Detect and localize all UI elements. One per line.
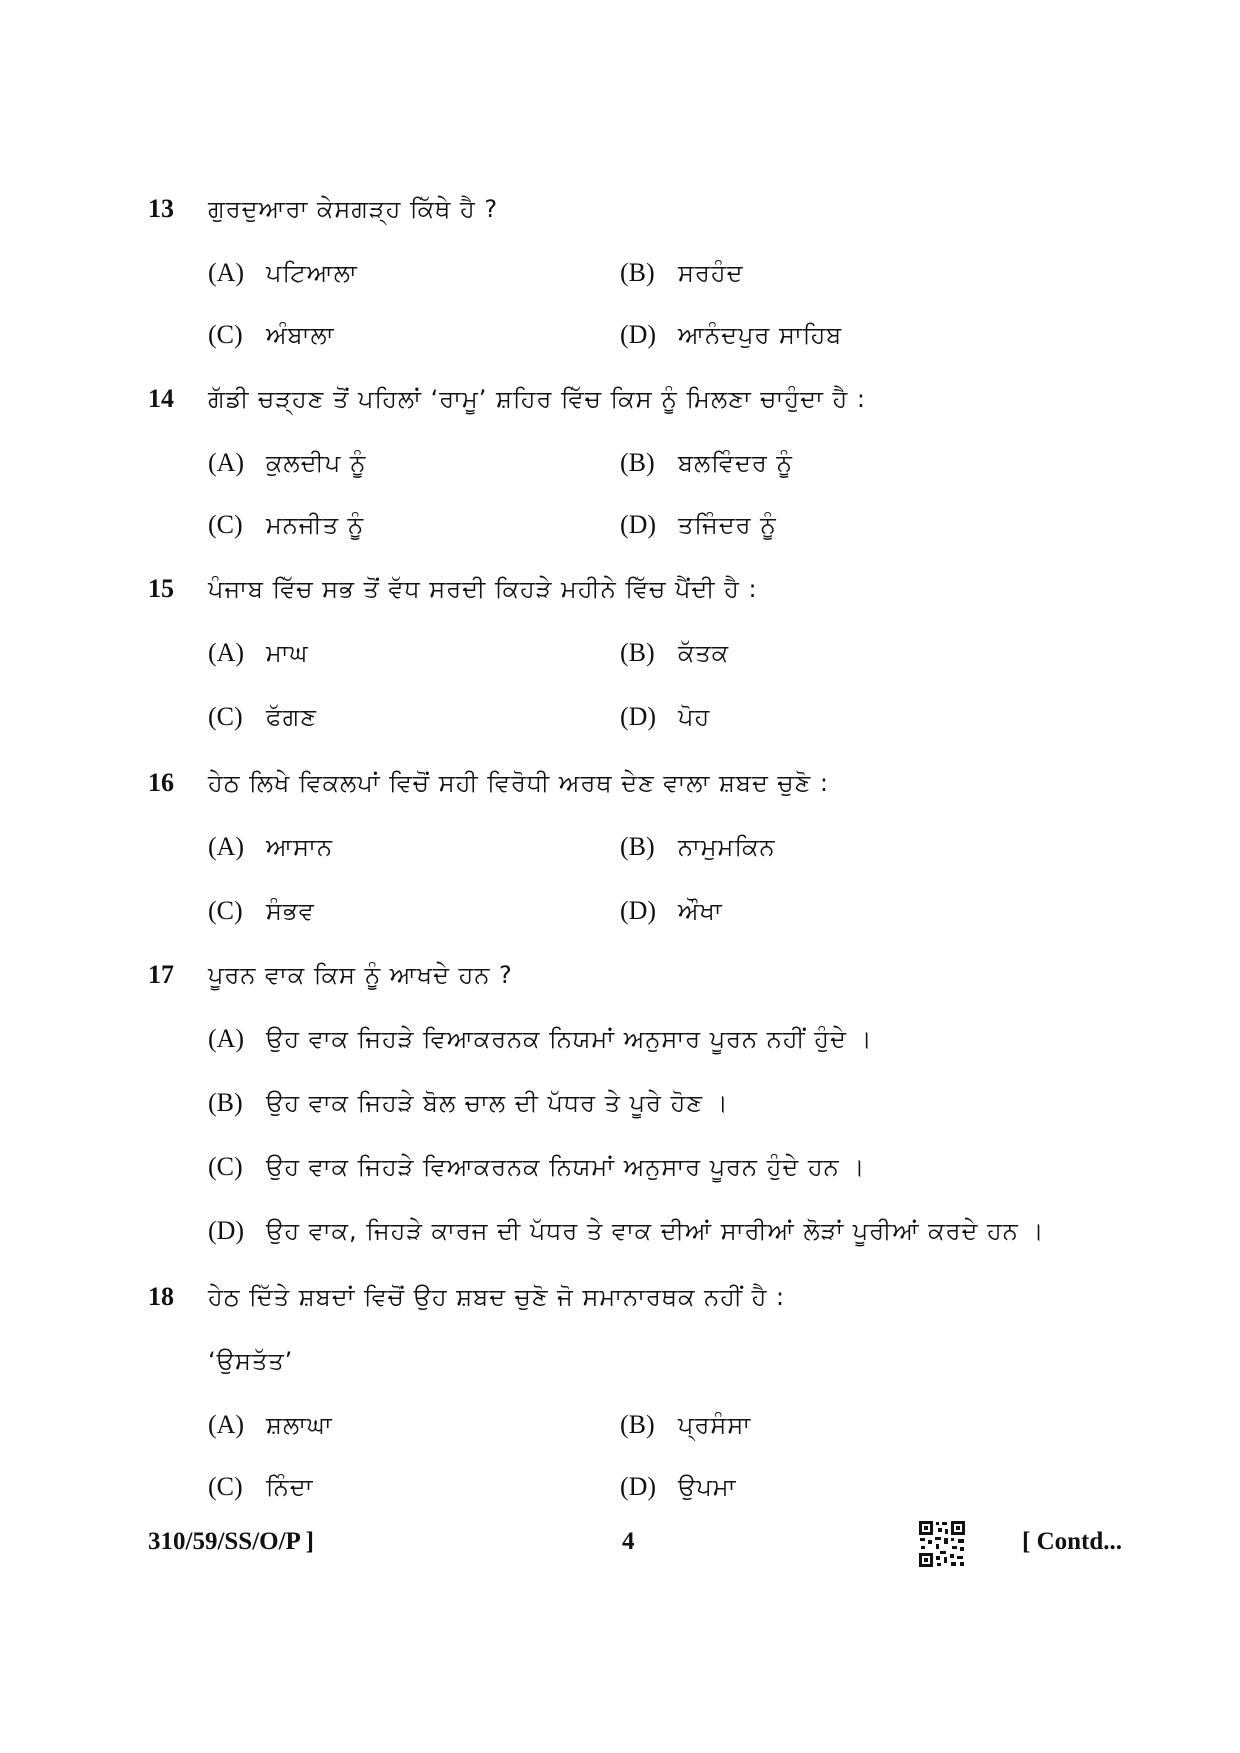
option-text: ਕੁਲਦੀਪ ਨੂੰ [266, 449, 367, 477]
option-b [620, 636, 729, 670]
quoted-word: ‘ਉਸਤੱਤ’ [208, 1347, 294, 1375]
option-label: (D) [208, 1216, 245, 1245]
option-text: ਅੰਬਾਲਾ [266, 321, 335, 349]
qr-code-icon [918, 1520, 966, 1568]
option-label: (B) [620, 1410, 655, 1439]
option-text: ਆਸਾਨ [266, 833, 333, 861]
option-text: ਸ਼ਲਾਘਾ [266, 1411, 333, 1439]
option-label: (C) [208, 896, 243, 925]
option-label: (B) [620, 832, 655, 861]
option-label: (B) [620, 258, 655, 287]
option-text: ਉਹ ਵਾਕ ਜਿਹੜੇ ਬੋਲ ਚਾਲ ਦੀ ਪੱਧਰ ਤੇ ਪੂਰੇ ਹੋਣ । [266, 1089, 729, 1117]
option-label: (A) [208, 832, 245, 861]
question-text: ਪੂਰਨ ਵਾਕ ਕਿਸ ਨੂੰ ਆਖਦੇ ਹਨ ? [208, 961, 513, 989]
option-label: (D) [620, 320, 657, 349]
option-label: (B) [620, 448, 655, 477]
option-text: ਤਜਿੰਦਰ ਨੂੰ [678, 511, 777, 539]
option-text: ਉਹ ਵਾਕ ਜਿਹੜੇ ਵਿਆਕਰਨਕ ਨਿਯਮਾਂ ਅਨੁਸਾਰ ਪੂਰਨ ਨਹੀਂ ਹੁੰਦੇ । [266, 1025, 873, 1053]
option-label: (C) [208, 1152, 243, 1181]
option-d [208, 1214, 1045, 1248]
option-c [208, 700, 317, 734]
option-text: ਪ੍ਰਸੰਸਾ [678, 1411, 752, 1439]
option-b [208, 1086, 729, 1120]
option-a [208, 636, 309, 670]
page-number: 4 [622, 1528, 635, 1555]
option-label: (A) [208, 258, 245, 287]
option-d [620, 894, 723, 928]
question-number: 17 [148, 960, 174, 989]
option-d [620, 1470, 737, 1504]
option-text: ਸਰਹੰਦ [678, 259, 744, 287]
option-c [208, 508, 364, 542]
option-a [208, 830, 333, 864]
option-text: ਉਪਮਾ [678, 1473, 737, 1501]
option-a [208, 446, 366, 480]
option-a [208, 256, 358, 290]
option-label: (A) [208, 448, 245, 477]
option-b [620, 446, 793, 480]
option-d [620, 700, 710, 734]
option-text: ਔਖਾ [678, 897, 723, 925]
option-text: ਪੋਹ [678, 703, 711, 731]
option-label: (C) [208, 1472, 243, 1501]
option-text: ਉਹ ਵਾਕ, ਜਿਹੜੇ ਕਾਰਜ ਦੀ ਪੱਧਰ ਤੇ ਵਾਕ ਦੀਆਂ ਸਾਰੀਆਂ ਲੋੜਾਂ ਪੂਰੀਆਂ ਕਰਦੇ ਹਨ । [266, 1217, 1045, 1245]
option-label: (B) [620, 638, 655, 667]
option-a [208, 1408, 333, 1442]
option-c [208, 894, 315, 928]
option-d [620, 318, 842, 352]
question-number: 14 [148, 384, 174, 413]
paper-code: 310/59/SS/O/P ] [148, 1528, 315, 1555]
option-text: ਨਾਮੁਮਕਿਨ [678, 833, 776, 861]
question-text: ਪੰਜਾਬ ਵਿੱਚ ਸਭ ਤੋਂ ਵੱਧ ਸਰਦੀ ਕਿਹੜੇ ਮਹੀਨੇ ਵਿੱਚ ਪੈਂਦੀ ਹੈ : [208, 575, 758, 603]
option-label: (D) [620, 702, 657, 731]
option-text: ਉਹ ਵਾਕ ਜਿਹੜੇ ਵਿਆਕਰਨਕ ਨਿਯਮਾਂ ਅਨੁਸਾਰ ਪੂਰਨ ਹੁੰਦੇ ਹਨ । [266, 1153, 866, 1181]
option-c [208, 1150, 865, 1184]
option-a [208, 1022, 873, 1056]
question-text: ਹੇਠ ਦਿੱਤੇ ਸ਼ਬਦਾਂ ਵਿਚੋਂ ਉਹ ਸ਼ਬਦ ਚੁਣੋ ਜੋ ਸਮਾਨਾਰਥਕ ਨਹੀਂ ਹੈ : [208, 1283, 786, 1311]
question-number: 13 [148, 194, 174, 223]
option-text: ਬਲਵਿੰਦਰ ਨੂੰ [678, 449, 793, 477]
option-b [620, 1408, 751, 1442]
question-text: ਗੁਰਦੁਆਰਾ ਕੇਸਗੜ੍ਹ ਕਿੱਥੇ ਹੈ ? [208, 195, 499, 223]
option-label: (A) [208, 1410, 245, 1439]
question-number: 15 [148, 574, 174, 603]
continued-label: [ Contd... [1022, 1528, 1123, 1555]
option-c [208, 1470, 313, 1504]
option-c [208, 318, 335, 352]
option-d [620, 508, 777, 542]
option-text: ਆਨੰਦਪੁਰ ਸਾਹਿਬ [678, 321, 843, 349]
question-number: 16 [148, 768, 174, 797]
question-text: ਗੱਡੀ ਚੜ੍ਹਣ ਤੋਂ ਪਹਿਲਾਂ ‘ਰਾਮੂ’ ਸ਼ਹਿਰ ਵਿੱਚ ਕਿਸ ਨੂੰ ਮਿਲਣਾ ਚਾਹੁੰਦਾ ਹੈ : [208, 385, 866, 413]
option-text: ਮਾਘ [266, 639, 309, 667]
option-label: (A) [208, 638, 245, 667]
option-label: (A) [208, 1024, 245, 1053]
option-text: ਮਨਜੀਤ ਨੂੰ [266, 511, 365, 539]
option-b [620, 830, 776, 864]
option-label: (C) [208, 320, 243, 349]
option-label: (C) [208, 510, 243, 539]
option-text: ਕੱਤਕ [678, 639, 730, 667]
option-text: ਫੱਗਣ [266, 703, 317, 731]
option-label: (D) [620, 896, 657, 925]
option-text: ਪਟਿਆਲਾ [266, 259, 358, 287]
option-text: ਨਿੰਦਾ [266, 1473, 314, 1501]
option-b [620, 256, 744, 290]
option-label: (B) [208, 1088, 243, 1117]
option-label: (D) [620, 1472, 657, 1501]
option-label: (D) [620, 510, 657, 539]
question-number: 18 [148, 1282, 174, 1311]
question-text: ਹੇਠ ਲਿਖੇ ਵਿਕਲਪਾਂ ਵਿਚੋਂ ਸਹੀ ਵਿਰੋਧੀ ਅਰਥ ਦੇਣ ਵਾਲਾ ਸ਼ਬਦ ਚੁਣੋ : [208, 769, 830, 797]
option-label: (C) [208, 702, 243, 731]
option-text: ਸੰਭਵ [266, 897, 315, 925]
